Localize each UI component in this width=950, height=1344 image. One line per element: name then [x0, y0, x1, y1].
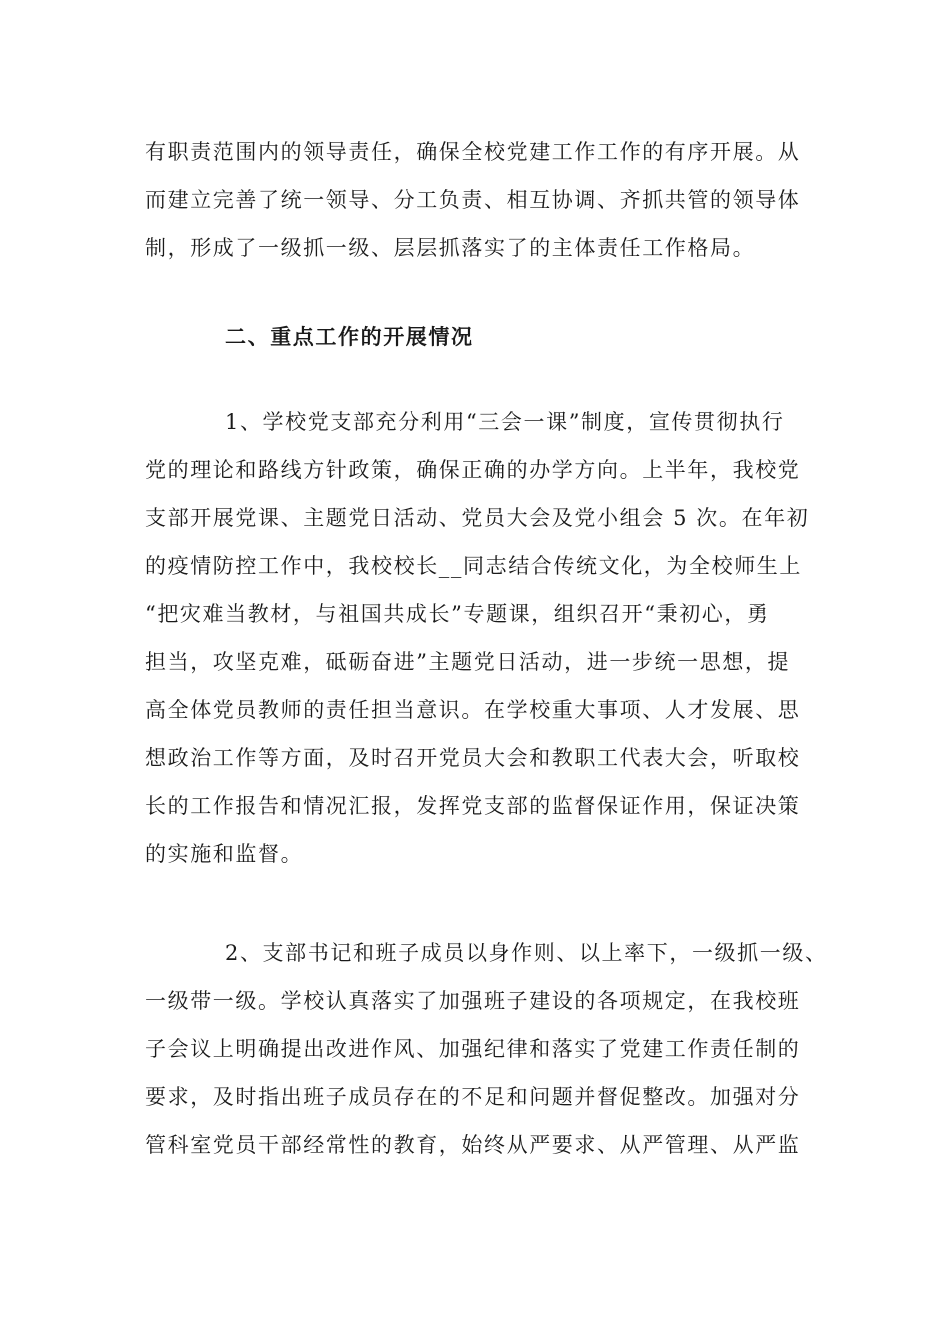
paragraph-line: 要求，及时指出班子成员存在的不足和问题并督促整改。加强对分: [145, 1085, 801, 1109]
section-heading: 二、重点工作的开展情况: [225, 325, 474, 349]
paragraph-line: 制，形成了一级抓一级、层层抓落实了的主体责任工作格局。: [145, 236, 756, 260]
paragraph-line: 2、支部书记和班子成员以身作则、以上率下，一级抓一级、: [225, 941, 828, 965]
paragraph-line: 的实施和监督。: [145, 842, 304, 866]
paragraph-line: “把灾难当教材，与祖国共成长”专题课，组织召开“秉初心，勇: [145, 602, 770, 626]
paragraph-line: 子会议上明确提出改进作风、加强纪律和落实了党建工作责任制的: [145, 1037, 801, 1061]
paragraph-line: 而建立完善了统一领导、分工负责、相互协调、齐抓共管的领导体: [145, 188, 801, 212]
paragraph-line: 1、学校党支部充分利用“三会一课”制度，宣传贯彻执行: [225, 410, 785, 434]
paragraph-line: 担当，攻坚克难，砥砺奋进”主题党日活动，进一步统一思想，提: [145, 650, 791, 674]
paragraph-line: 管科室党员干部经常性的教育，始终从严要求、从严管理、从严监: [145, 1133, 801, 1157]
paragraph-line: 长的工作报告和情况汇报，发挥党支部的监督保证作用，保证决策: [145, 794, 801, 818]
paragraph-line: 有职责范围内的领导责任，确保全校党建工作工作的有序开展。从: [145, 140, 801, 164]
paragraph-line: 想政治工作等方面，及时召开党员大会和教职工代表大会，听取校: [145, 746, 801, 770]
paragraph-line: 党的理论和路线方针政策，确保正确的办学方向。上半年，我校党: [145, 458, 801, 482]
paragraph-line: 支部开展党课、主题党日活动、党员大会及党小组会 5 次。在年初: [145, 506, 810, 530]
paragraph-line: 高全体党员教师的责任担当意识。在学校重大事项、人才发展、思: [145, 698, 801, 722]
paragraph-line: 一级带一级。学校认真落实了加强班子建设的各项规定，在我校班: [145, 989, 801, 1013]
paragraph-line: 的疫情防控工作中，我校校长__同志结合传统文化，为全校师生上: [145, 554, 802, 578]
